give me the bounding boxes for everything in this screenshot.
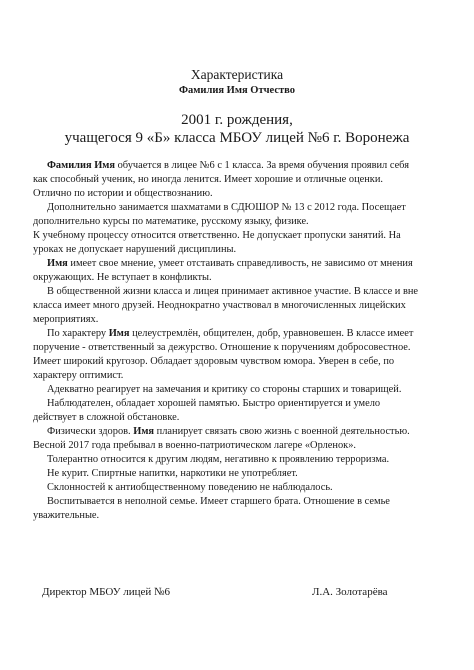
line-text: обучается в лицее №6 с 1 класса. За время обучения проявил себя: [115, 160, 409, 171]
paragraph-line: Воспитывается в неполной семье. Имеет старшего брата. Отношение в семье: [47, 496, 390, 507]
line-text: По характеру: [47, 328, 109, 339]
paragraph-line: Толерантно относится к другим людям, негативно к проявлению терроризма.: [47, 454, 390, 465]
paragraph-line: поручение - ответственный за дежурство. Отношение к поручениям добросовестное.: [33, 342, 411, 353]
paragraph-line: Склонностей к антиобщественному поведению не наблюдалось.: [47, 482, 333, 493]
line-text: имеет свое мнение, умеет отстаивать справедливость, не зависимо от мнения: [67, 258, 413, 269]
paragraph-line: характеру оптимист.: [33, 370, 124, 381]
paragraph-line: действует в сложной обстановке.: [33, 412, 180, 423]
paragraph-line: Дополнительно занимается шахматами в СДЮШОР № 13 с 2012 года. Посещает: [47, 202, 406, 213]
paragraph-line: мероприятиях.: [33, 314, 99, 325]
paragraph-line: класса имеет много друзей. Неоднократно участвовал в многочисленных лицейских: [33, 300, 406, 311]
birth-year: 2001 г. рождения,: [181, 112, 293, 128]
paragraph-line: уроках не допускает нарушений дисциплины.: [33, 244, 237, 255]
characteristic-body: [33, 159, 447, 523]
student-name-ref: Имя: [133, 426, 155, 437]
paragraph-line: Имеет широкий кругозор. Обладает здоровым чувством юмора. Уверен в себе, по: [33, 356, 395, 367]
paragraph-line: [33, 425, 447, 439]
paragraph-line: [33, 257, 447, 271]
paragraph-line: [33, 327, 447, 341]
paragraph-line: как способный ученик, но иногда ленится. Имеет хорошие и отличные оценки.: [33, 174, 384, 185]
paragraph-line: уважительные.: [33, 510, 100, 521]
paragraph-line: окружающих. Не вступает в конфликты.: [33, 272, 212, 283]
student-name-ref: Имя: [108, 328, 130, 339]
paragraph-line: Адекватно реагирует на замечания и критику со стороны старших и товарищей.: [47, 384, 402, 395]
student-name: Фамилия Имя Отчество: [178, 85, 296, 96]
document-title: Характеристика: [190, 67, 284, 82]
signature-position: Директор МБОУ лицей №6: [42, 586, 171, 598]
paragraph-line: Не курит. Спиртные напитки, наркотики не употребляет.: [47, 468, 298, 479]
paragraph-line: [33, 159, 447, 173]
paragraph-line: Наблюдателен, обладает хорошей памятью. Быстро ориентируется и умело: [47, 398, 381, 409]
paragraph-line: К учебному процессу относится ответственно. Не допускает пропуски занятий. На: [33, 230, 401, 241]
line-text: целеустремлён, общителен, добр, уравновешен. В классе имеет: [129, 328, 414, 339]
student-name-ref: Фамилия Имя: [47, 160, 116, 171]
paragraph-line: Отлично по истории и обществознанию.: [33, 188, 213, 199]
signature-name: Л.А. Золотарёва: [312, 586, 388, 598]
line-text: Физически здоров.: [47, 426, 134, 437]
paragraph-line: дополнительно курсы по математике, русскому языку, физике.: [33, 216, 309, 227]
student-name-ref: Имя: [47, 258, 68, 269]
paragraph-line: В общественной жизни класса и лицея принимает активное участие. В классе и вне: [47, 286, 419, 297]
student-class: учащегося 9 «Б» класса МБОУ лицей №6 г. Воронежа: [64, 130, 410, 146]
line-text: планирует связать свою жизнь с военной деятельностью.: [154, 426, 410, 437]
paragraph-line: Весной 2017 года пребывал в военно-патриотическом лагере «Орленок».: [33, 440, 357, 451]
